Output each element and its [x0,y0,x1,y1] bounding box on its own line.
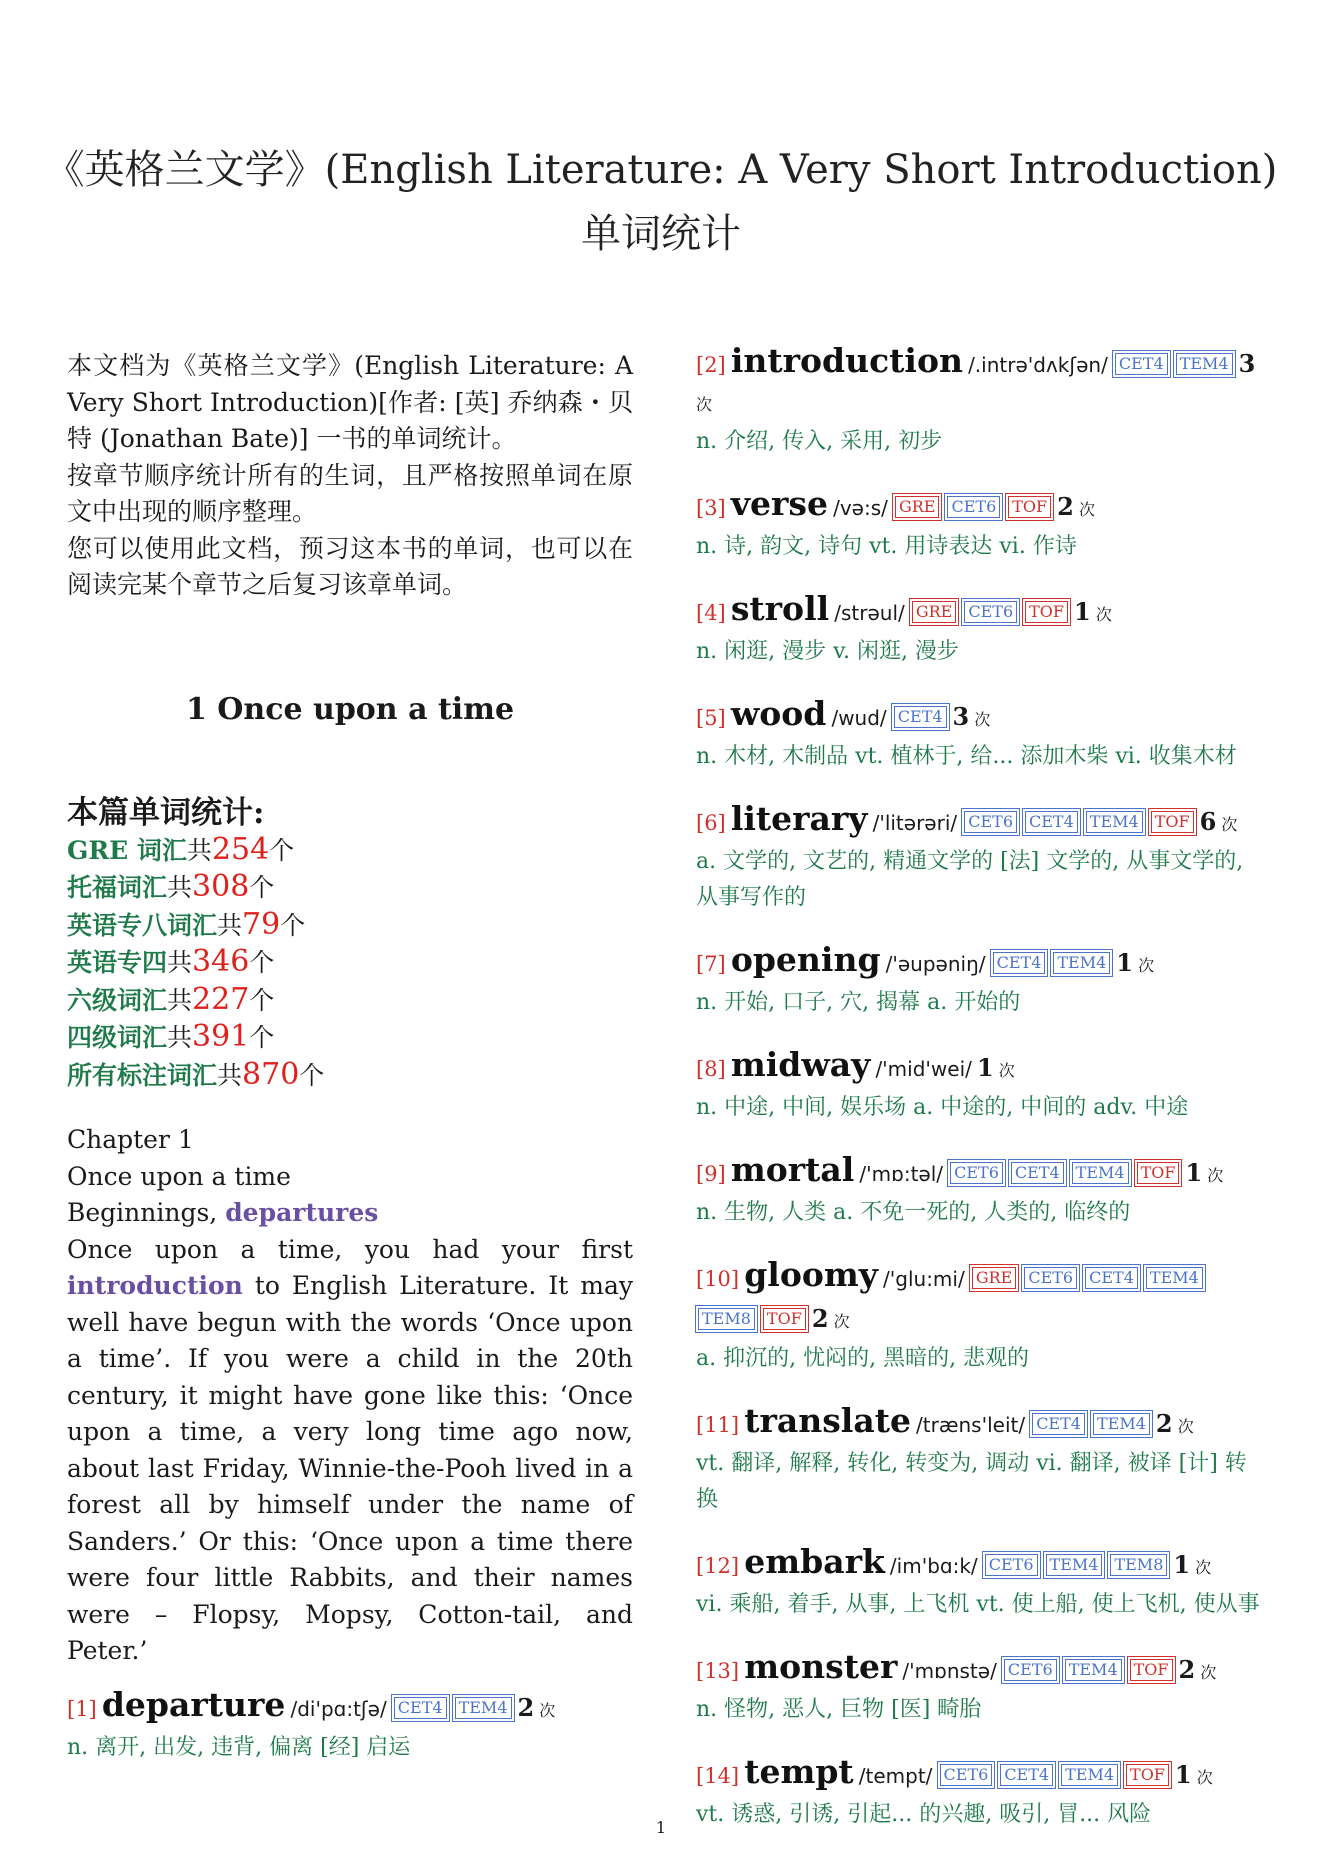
vocab-entry [696,941,1262,1021]
level-tag: CET4 [1085,1267,1138,1289]
level-tag: CET4 [1115,353,1168,375]
entry-definition: n. 离开, 出发, 违背, 偏离 [经] 启运 [67,1735,411,1760]
stat-unit: 个 [280,910,306,940]
level-tag: CET4 [894,706,947,728]
entry-word[interactable]: verse [730,484,828,523]
stat-mid: 共 [167,1023,193,1052]
entry-count: 2 [811,1304,829,1333]
entry-count: 1 [1116,948,1133,977]
entry-head [696,695,1262,739]
chapter-heading: 1 Once upon a time [185,691,515,727]
level-tag: CET4 [993,952,1046,974]
entry-phonetic: /və:s/ [833,496,888,520]
stat-unit: 个 [249,1023,275,1052]
entry-index: [6] [696,811,726,835]
stat-label: 英语专四 [67,948,168,977]
level-tag: CET6 [1024,1267,1077,1289]
stat-count: 254 [211,831,270,867]
level-tag: TEM4 [1046,1554,1103,1576]
entry-count: 1 [1074,597,1091,626]
stat-unit: 个 [249,948,275,977]
level-tag: TEM4 [1065,1659,1122,1681]
entry-definition: n. 怪物, 恶人, 巨物 [医] 畸胎 [696,1697,982,1722]
entry-count: 1 [1173,1550,1191,1579]
entry-count: 2 [1057,492,1074,521]
vocab-entry [696,1151,1262,1231]
keyword-departures[interactable]: departures [225,1198,379,1227]
entry-count-unit: 次 [833,1312,850,1331]
level-tag: TEM4 [1053,952,1110,974]
vocab-entry [696,590,1262,670]
entry-phonetic: /im'bɑ:k/ [889,1554,978,1578]
page-title: 《英格兰文学》(English Literature: A Very Short Introduction) 单词统计 [44,147,1278,257]
stat-row [67,832,633,870]
vocab-entry [696,800,1262,916]
entry-head [696,342,1262,424]
entry-head [696,1648,1262,1692]
vocab-entry [696,1402,1262,1518]
entry-index: [5] [696,706,726,730]
level-tag: TEM8 [1110,1554,1167,1576]
chapter-title: Once upon a time [67,1161,291,1191]
entry-word[interactable]: literary [730,799,868,838]
stat-label: 六级词汇 [67,985,168,1015]
vocab-entry [696,695,1262,775]
level-tag: TOF [1137,1162,1180,1184]
stat-label: 四级词汇 [67,1023,168,1052]
vocab-list-left [67,1686,633,1791]
level-tag: TEM4 [1061,1764,1118,1786]
stat-unit: 个 [249,985,275,1015]
level-tag: CET6 [947,496,1000,518]
entry-count: 2 [1178,1655,1196,1684]
entry-word[interactable]: departure [101,1685,286,1724]
level-tag: CET6 [940,1764,993,1786]
entry-word[interactable]: wood [730,694,827,733]
chapter-subtitle-text: Beginnings, [67,1198,226,1227]
entry-definition: a. 文学的, 文艺的, 精通文学的 [法] 文学的, 从事文学的, 从事写作的 [696,849,1244,910]
stats-list [67,832,633,1095]
entry-index: [11] [696,1413,740,1437]
level-tag: TEM4 [1072,1162,1129,1184]
entry-index: [10] [696,1267,740,1291]
stat-label: 托福词汇 [67,873,168,902]
entry-count-unit: 次 [696,395,713,414]
level-tag: CET4 [1032,1413,1085,1435]
level-tag: CET6 [1004,1659,1057,1681]
entry-definition: n. 诗, 韵文, 诗句 vt. 用诗表达 vi. 作诗 [696,534,1077,559]
stat-mid: 共 [167,873,193,902]
entry-definition: n. 生物, 人类 a. 不免一死的, 人类的, 临终的 [696,1200,1131,1225]
entry-head [696,1256,1262,1341]
entry-phonetic: /strəul/ [834,601,905,625]
level-tag: GRE [895,496,940,518]
intro-block [67,348,633,604]
level-tag: TOF [763,1308,806,1330]
entry-phonetic: /di'pɑ:tʃə/ [290,1697,387,1721]
chapter-label: Chapter 1 [67,1125,194,1154]
level-tag: TEM4 [1093,1413,1150,1435]
entry-word[interactable]: midway [730,1045,871,1084]
level-tag: TOF [1151,811,1194,833]
stat-unit: 个 [249,873,275,902]
entry-head [67,1686,633,1730]
stat-row [67,869,633,907]
entry-head [696,800,1262,844]
level-tag: GRE [972,1267,1017,1289]
entry-head [696,1543,1262,1587]
chapter-paragraph [67,1232,633,1670]
entry-count-unit: 次 [1200,1663,1217,1682]
entry-phonetic: /'litərəri/ [872,811,958,835]
entry-definition: n. 介绍, 传入, 采用, 初步 [696,429,943,454]
entry-phonetic: /wud/ [831,706,887,730]
level-tag: CET4 [1025,811,1078,833]
entry-head [696,485,1262,529]
entry-definition: vt. 翻译, 解释, 转化, 转变为, 调动 vi. 翻译, 被译 [计] 转换 [696,1451,1247,1512]
entry-head [696,941,1262,985]
stats-title: 本篇单词统计: [67,794,265,831]
entry-definition: vi. 乘船, 着手, 从事, 上飞机 vt. 使上船, 使上飞机, 使从事 [696,1592,1260,1617]
entry-count-unit: 次 [1138,956,1155,975]
entry-word[interactable]: translate [744,1401,911,1440]
stat-count: 346 [192,944,250,979]
entry-word[interactable]: stroll [730,589,830,628]
entry-index: [4] [696,601,726,625]
paragraph-text: to English Literature. It may well have begun with the words ‘Once upon a time’. If you were a child in the 20th century, it might have gone like this: ‘Once upon a time, a very long time ago now, about last Friday, Winnie-the-Pooh lived in a forest all by himself under the name of Sanders.’ Or this: ‘Once upon a time there were four little Rabbits, and their names were – Flopsy, Mopsy, Cotton-tail, and Peter.’ [67,1271,633,1665]
entry-definition: n. 木材, 木制品 vt. 植林于, 给... 添加木柴 vi. 收集木材 [696,744,1237,769]
entry-count-unit: 次 [1221,815,1238,834]
level-tag: TEM4 [1086,811,1143,833]
entry-definition: n. 闲逛, 漫步 v. 闲逛, 漫步 [696,639,959,664]
entry-index: [2] [696,353,726,377]
stat-mid: 共 [167,948,193,977]
entry-phonetic: /'mid'wei/ [875,1057,972,1081]
entry-count: 3 [1238,349,1256,378]
entry-definition: a. 抑沉的, 忧闷的, 黑暗的, 悲观的 [696,1346,1030,1371]
entry-count-unit: 次 [1177,1417,1194,1436]
stat-unit: 个 [299,1060,325,1090]
entry-head [696,1151,1262,1195]
page-number: 1 [655,1818,667,1837]
entry-definition: n. 中途, 中间, 娱乐场 a. 中途的, 中间的 adv. 中途 [696,1095,1189,1120]
entry-phonetic: /'mɒnstə/ [902,1659,997,1683]
stat-label: 所有标注词汇 [67,1060,218,1090]
stat-mid: 共 [186,835,212,865]
entry-count-unit: 次 [1207,1166,1224,1185]
paragraph-text: Once upon a time, you had your first [67,1234,633,1264]
intro-paragraph: 您可以使用此文档，预习这本书的单词，也可以在阅读完某个章节之后复习该章单词。 [67,533,633,599]
entry-count: 3 [952,702,970,731]
entry-word[interactable]: introduction [730,341,963,380]
vocab-entry [696,1046,1262,1126]
entry-count: 6 [1199,807,1217,836]
chapter-subtitle [67,1195,633,1232]
entry-index: [7] [696,952,726,976]
level-tag: CET6 [964,601,1017,623]
entry-head [696,590,1262,634]
level-tag: TOF [1126,1764,1169,1786]
left-column [67,348,633,1670]
level-tag: CET6 [950,1162,1003,1184]
entry-word[interactable]: embark [744,1542,885,1581]
entry-phonetic: /'mɒ:təl/ [859,1162,944,1186]
stat-row [67,907,633,945]
entry-count: 1 [1185,1158,1203,1187]
entry-phonetic: /.intrə'dʌkʃən/ [968,353,1108,377]
stat-count: 308 [192,869,250,904]
stat-mid: 共 [167,985,193,1015]
entry-word[interactable]: tempt [744,1752,854,1791]
entry-head [696,1402,1262,1446]
level-tag: CET6 [964,811,1017,833]
entry-definition: n. 开始, 口子, 穴, 揭幕 a. 开始的 [696,990,1021,1015]
entry-count: 2 [1155,1409,1173,1438]
vocab-entry [696,1256,1262,1377]
level-tag: GRE [912,601,957,623]
intro-paragraph: 本文档为《英格兰文学》(English Literature: A Very Short Introduction)[作者: [英] 乔纳森・贝特 (Jonathan Bate)] 一书的单词统计。 [67,351,633,453]
entry-head [696,1753,1262,1797]
stat-row [67,982,633,1020]
entry-word[interactable]: monster [744,1647,898,1686]
stat-unit: 个 [269,835,295,865]
stat-label: 英语专八词汇 [67,910,218,940]
stat-row [67,1019,633,1057]
entry-phonetic: /'əupəniŋ/ [885,952,986,976]
entry-phonetic: /tempt/ [858,1764,933,1788]
entry-index: [8] [696,1057,726,1081]
entry-definition: vt. 诱惑, 引诱, 引起... 的兴趣, 吸引, 冒... 风险 [696,1802,1152,1827]
entry-count-unit: 次 [1095,605,1112,624]
entry-word[interactable]: gloomy [744,1255,878,1294]
level-tag: TEM4 [455,1697,512,1719]
intro-paragraph: 按章节顺序统计所有的生词，且严格按照单词在原文中出现的顺序整理。 [67,460,633,526]
stat-row [67,1057,633,1095]
entry-count: 2 [517,1693,535,1722]
entry-count-unit: 次 [998,1061,1015,1080]
level-tag: TEM4 [1146,1267,1203,1289]
stat-mid: 共 [217,910,243,940]
stat-count: 391 [192,1019,250,1054]
entry-index: [12] [696,1554,740,1578]
stat-count: 870 [242,1056,300,1092]
entry-head [696,1046,1262,1090]
stat-label: GRE 词汇 [67,835,187,865]
level-tag: CET4 [394,1697,447,1719]
entry-count-unit: 次 [539,1701,556,1720]
vocab-entry [696,342,1262,460]
chapter-text [67,1122,633,1670]
entry-phonetic: /'glu:mi/ [883,1267,965,1291]
stat-mid: 共 [217,1060,243,1090]
vocab-entry [67,1686,633,1766]
level-tag: TOF [1025,601,1068,623]
vocab-entry [696,1648,1262,1728]
level-tag: TOF [1130,1659,1173,1681]
vocab-entry [696,485,1262,565]
keyword-introduction[interactable]: introduction [67,1271,243,1300]
entry-index: [9] [696,1162,726,1186]
level-tag: CET6 [985,1554,1038,1576]
entry-index: [14] [696,1764,740,1788]
level-tag: TEM4 [1176,353,1233,375]
stat-count: 79 [242,906,281,942]
entry-index: [3] [696,496,726,520]
level-tag: TEM8 [698,1308,755,1330]
entry-index: [1] [67,1697,97,1721]
stat-count: 227 [192,981,250,1017]
entry-count-unit: 次 [974,710,991,729]
entry-count-unit: 次 [1195,1558,1212,1577]
entry-word[interactable]: opening [730,940,881,979]
level-tag: CET4 [1000,1764,1053,1786]
entry-word[interactable]: mortal [730,1150,855,1189]
entry-count-unit: 次 [1078,500,1095,519]
entry-count-unit: 次 [1196,1768,1213,1787]
vocab-list-right [696,342,1262,1858]
entry-count: 1 [976,1053,994,1082]
vocab-entry [696,1543,1262,1623]
entry-phonetic: /træns'leit/ [916,1413,1026,1437]
entry-index: [13] [696,1659,740,1683]
level-tag: CET4 [1011,1162,1064,1184]
level-tag: TOF [1008,496,1051,518]
stat-row [67,944,633,982]
entry-count: 1 [1174,1760,1192,1789]
